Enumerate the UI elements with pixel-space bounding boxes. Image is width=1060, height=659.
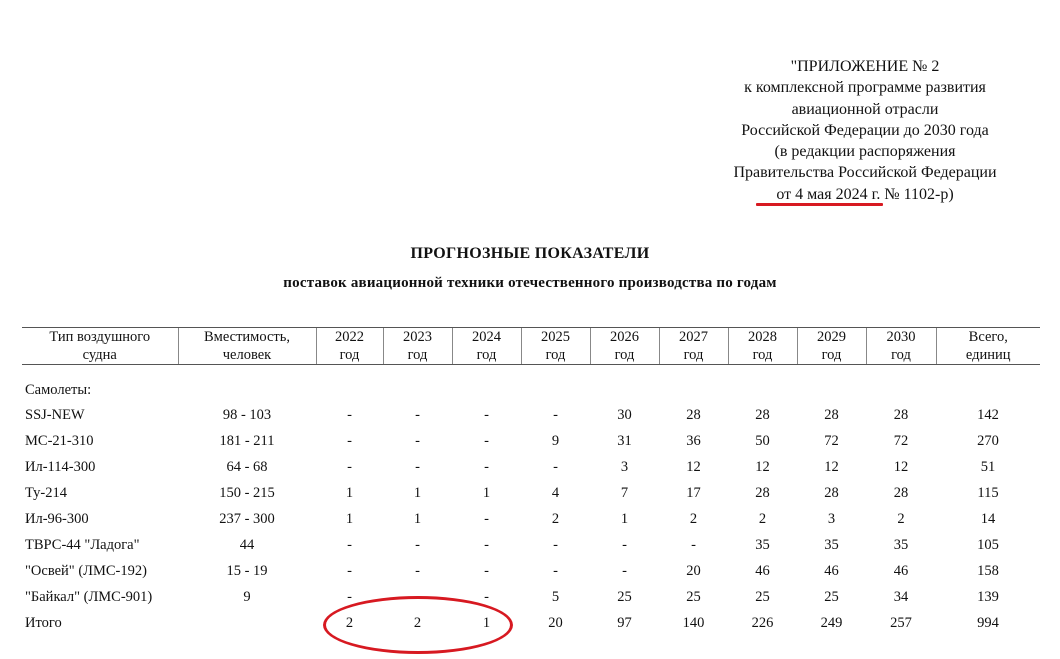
document-title: ПРОГНОЗНЫЕ ПОКАЗАТЕЛИ (410, 245, 650, 262)
table-cell: Ил-114-300 (25, 459, 96, 476)
table-cell: - (347, 433, 352, 450)
table-cell: - (484, 562, 489, 579)
table-cell: 28 (824, 407, 839, 424)
table-cell: 257 (890, 614, 912, 631)
column-header (452, 328, 521, 365)
column-header-text: 2025 (541, 329, 570, 345)
column-header-text: 2023 (403, 329, 432, 345)
table-cell: 20 (686, 562, 701, 579)
table-cell (22, 365, 1040, 378)
table-cell: 30 (617, 407, 632, 424)
table-cell: - (347, 562, 352, 579)
table-cell: 1 (413, 485, 422, 502)
table-cell: 3 (620, 459, 629, 476)
table-cell: МС-21-310 (25, 433, 94, 450)
column-header (178, 328, 316, 365)
table-cell: 97 (617, 614, 632, 631)
column-header (866, 328, 936, 365)
header-row (22, 328, 1040, 365)
column-header (590, 328, 659, 365)
table-cell: - (415, 433, 420, 450)
table-cell: 35 (893, 536, 909, 553)
column-header-text: 2027 (679, 329, 708, 345)
table-cell: - (347, 588, 352, 605)
table-cell: - (484, 433, 489, 450)
table-cell: 4 (551, 485, 560, 502)
appendix-line: авиационной отрасли (791, 100, 939, 118)
table-cell (178, 610, 316, 636)
table-cell: 28 (893, 485, 909, 502)
column-header (728, 328, 797, 365)
appendix-line: Российской Федерации до 2030 года (741, 121, 989, 139)
column-header-text: год (821, 347, 842, 363)
table-cell: ТВРС-44 "Ладога" (25, 536, 140, 553)
table-cell: - (484, 407, 489, 424)
table-cell: 1 (482, 614, 491, 631)
table-cell: 28 (686, 407, 701, 424)
table-cell: 15 - 19 (226, 562, 268, 579)
document-subtitle: поставок авиационной техники отечественного производства по годам (283, 275, 777, 291)
table-cell: 25 (824, 588, 839, 605)
column-header-text: Всего, (968, 329, 1008, 345)
column-header (316, 328, 383, 365)
table-cell: - (415, 407, 420, 424)
table-cell: 64 - 68 (226, 459, 268, 476)
table-cell: 28 (755, 407, 770, 424)
appendix-header (700, 56, 1030, 205)
table-cell: - (484, 536, 489, 553)
column-header-text: год (683, 347, 704, 363)
table-cell: 237 - 300 (219, 511, 275, 527)
table-cell: 46 (755, 562, 770, 579)
table-cell: - (553, 562, 558, 579)
table-cell: - (415, 588, 420, 605)
table-cell: - (415, 562, 420, 579)
appendix-line: "ПРИЛОЖЕНИЕ № 2 (790, 58, 940, 75)
table-cell: 25 (686, 588, 701, 605)
table-cell: 158 (977, 562, 999, 579)
table-cell: - (484, 459, 489, 476)
red-ellipse-annotation (323, 596, 513, 654)
table-cell: - (622, 536, 627, 553)
table-cell: 1 (413, 511, 422, 527)
table-cell: 181 - 211 (219, 433, 275, 450)
table-cell: 25 (755, 588, 770, 605)
table-cell: "Освей" (ЛМС-192) (25, 562, 147, 579)
column-header (521, 328, 590, 365)
table-row (22, 532, 1040, 558)
column-header (22, 328, 178, 365)
column-header (797, 328, 866, 365)
table-cell: 1 (620, 511, 629, 527)
table-cell: 12 (824, 459, 839, 476)
table-cell: 142 (977, 407, 999, 424)
table-cell: 3 (827, 511, 836, 527)
table-cell: 34 (893, 588, 909, 605)
table-cell: 28 (755, 485, 770, 502)
table-row (22, 558, 1040, 584)
appendix-line: (в редакции распоряжения (774, 143, 956, 161)
spacer-row (22, 365, 1040, 378)
table-cell: Самолеты: (25, 381, 92, 398)
table-cell: 2 (551, 511, 560, 527)
column-header-text: единиц (965, 347, 1011, 363)
table-row (22, 429, 1040, 455)
section-row (22, 377, 1040, 403)
table-cell: - (484, 588, 489, 605)
table-cell: "Байкал" (ЛМС-901) (25, 588, 153, 605)
table-cell: 35 (755, 536, 770, 553)
table-cell: 44 (239, 536, 255, 553)
column-header (659, 328, 728, 365)
table-cell: 150 - 215 (219, 485, 275, 502)
table-cell: 1 (345, 485, 354, 502)
column-header-text: 2026 (610, 329, 639, 345)
column-header-text: 2030 (886, 329, 916, 345)
column-header (936, 328, 1040, 365)
column-header-text: год (614, 347, 635, 363)
table-cell: 115 (977, 485, 999, 502)
table-cell: Ту-214 (25, 485, 67, 502)
table-cell: 139 (977, 588, 999, 605)
table-cell: 2 (758, 511, 767, 527)
column-header-text: судна (82, 347, 117, 363)
table-cell: 9 (243, 588, 251, 605)
table-cell: 9 (551, 433, 560, 450)
red-underline-annotation (756, 203, 883, 206)
appendix-line: к комплексной программе развития (744, 79, 986, 97)
table-cell: 50 (755, 433, 770, 450)
table-cell: 2 (345, 614, 354, 631)
table-cell: 7 (620, 485, 629, 502)
table-cell: 20 (548, 614, 563, 631)
column-header-text: год (476, 347, 497, 363)
table-cell: - (347, 407, 352, 424)
table-cell: 28 (824, 485, 839, 502)
table-cell: 98 - 103 (222, 407, 272, 424)
column-header-text: 2028 (748, 329, 777, 345)
table-cell: 12 (755, 459, 770, 476)
column-header-text: 2029 (817, 329, 846, 345)
table-cell: 249 (820, 614, 843, 631)
table-cell: 226 (751, 614, 774, 631)
table-cell: - (553, 459, 558, 476)
table-cell: 2 (689, 511, 698, 527)
table-cell: 31 (617, 433, 632, 450)
table-cell: - (622, 562, 627, 579)
column-header (383, 328, 452, 365)
column-header-text: Тип воздушного (49, 329, 151, 345)
table-cell: 72 (893, 433, 909, 450)
column-header-text: год (545, 347, 566, 363)
column-header-text: человек (222, 347, 272, 363)
appendix-line: Правительства Российской Федерации (733, 164, 997, 182)
table-cell: 140 (682, 614, 705, 631)
table-cell: 1 (482, 485, 491, 502)
table-cell: 25 (617, 588, 632, 605)
table-cell: 2 (897, 511, 905, 527)
appendix-line-date: от 4 мая 2024 г. № 1102-р) (776, 185, 954, 203)
table-cell: - (415, 536, 420, 553)
table-cell: SSJ-NEW (25, 407, 85, 424)
column-header-text: год (407, 347, 428, 363)
table-cell: 2 (413, 614, 422, 631)
table-row (22, 455, 1040, 481)
table-cell: 17 (686, 485, 701, 502)
table-cell: 12 (686, 459, 701, 476)
table-row (22, 481, 1040, 507)
column-header-text: 2022 (335, 329, 364, 345)
table-row (22, 507, 1040, 533)
table-cell: 28 (893, 407, 909, 424)
table-cell: 36 (686, 433, 701, 450)
column-header-text: год (752, 347, 773, 363)
table-cell: 1 (345, 511, 354, 527)
table-cell: 5 (551, 588, 560, 605)
table-cell: 35 (824, 536, 839, 553)
table-cell: 14 (980, 511, 996, 527)
table-cell: 46 (893, 562, 909, 579)
column-header-text: год (891, 347, 911, 363)
table-cell: Ил-96-300 (25, 511, 89, 527)
column-header-text: 2024 (472, 329, 501, 345)
table-cell: 12 (893, 459, 909, 476)
table-cell: - (691, 536, 696, 553)
table-cell: - (553, 407, 558, 424)
table-cell: 994 (977, 614, 999, 631)
table-body (22, 365, 1040, 637)
column-header-text: год (339, 347, 360, 363)
table-cell: - (484, 511, 489, 527)
table-cell: - (347, 459, 352, 476)
table-cell: 51 (980, 459, 996, 476)
table-cell: - (347, 536, 352, 553)
table-row (22, 403, 1040, 429)
table-header (22, 328, 1040, 365)
table-cell: 105 (977, 536, 999, 553)
table-cell: 270 (977, 433, 999, 450)
table-cell: - (553, 536, 558, 553)
column-header-text: Вместимость, (204, 329, 290, 345)
table-cell: Итого (25, 614, 62, 631)
table-row (22, 584, 1040, 610)
total-row (22, 610, 1040, 636)
table-cell: 72 (824, 433, 839, 450)
forecast-table (22, 327, 1040, 636)
table-cell: - (415, 459, 420, 476)
table-cell: 46 (824, 562, 839, 579)
